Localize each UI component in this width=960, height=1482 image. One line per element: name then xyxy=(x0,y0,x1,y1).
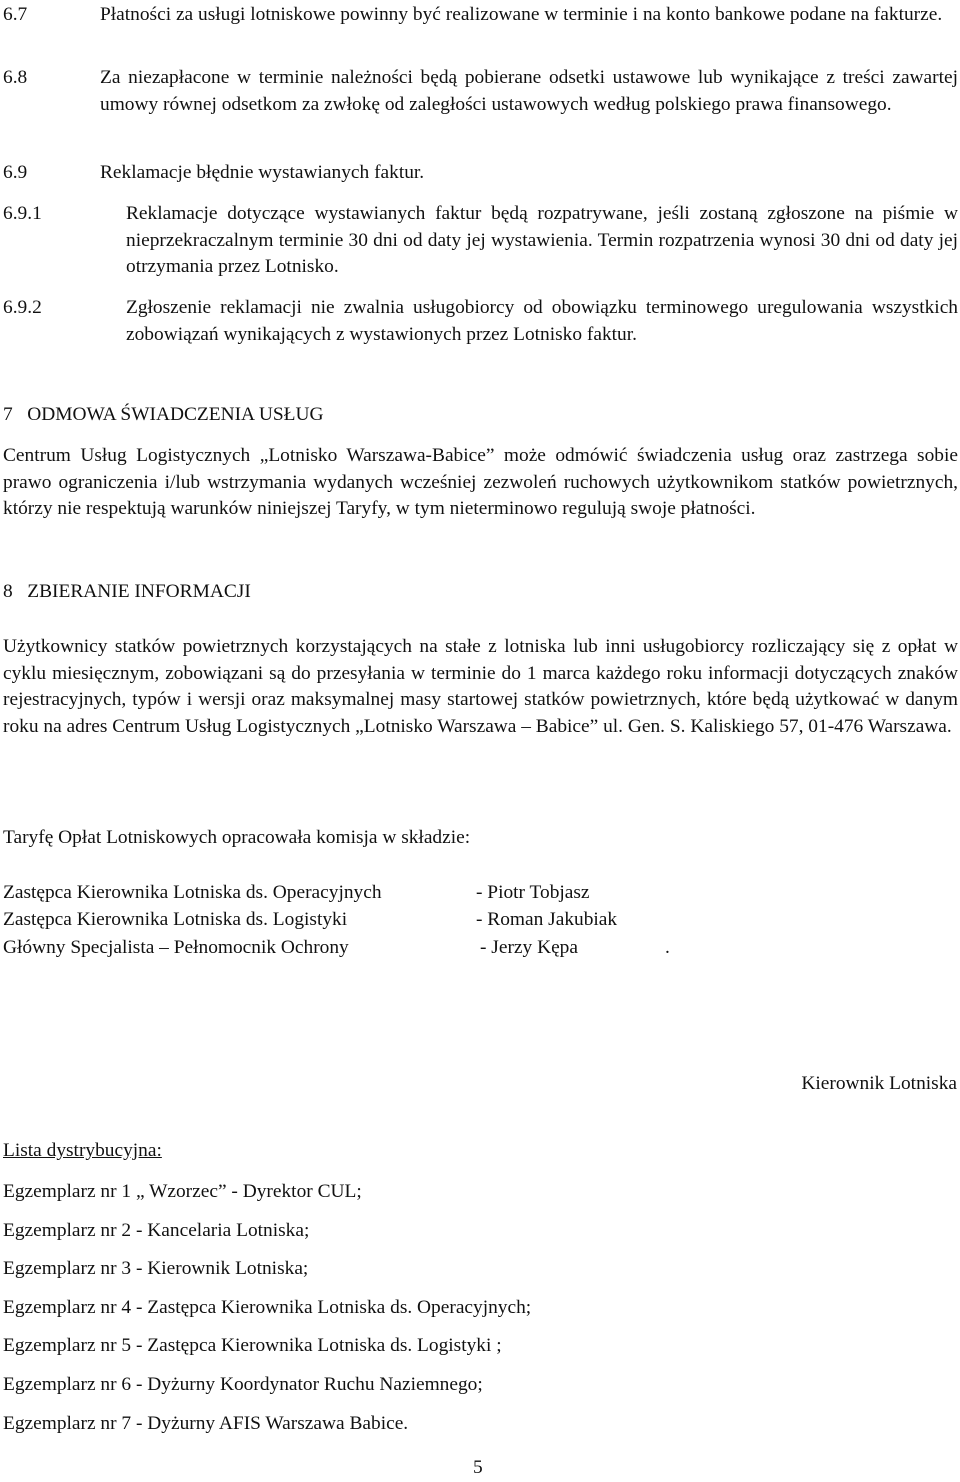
clause-number: 6.7 xyxy=(3,4,28,25)
clause-6-8 xyxy=(3,65,958,118)
clause-text: Za niezapłacone w terminie należności będą pobierane odsetki ustawowe lub wynikające z treści zawartej umowy równej odsetkom za zwłokę od zaległości ustawowych według polskiego prawa finansowego. xyxy=(100,67,958,115)
clause-number: 6.9 xyxy=(3,162,28,183)
section-7-heading: 7 ODMOWA ŚWIADCZENIA USŁUG xyxy=(3,404,324,425)
clause-text: Reklamacje dotyczące wystawianych faktur będą rozpatrywane, jeśli zostaną zgłoszone na piśmie w nieprzekraczalnym terminie 30 dni od daty jej wystawienia. Termin rozpatrzenia wynosi 30 dni od daty jej otrzymania przez Lotnisko. xyxy=(126,203,958,277)
clause-6-7 xyxy=(3,2,958,29)
clause-6-9 xyxy=(3,160,958,187)
committee-member xyxy=(3,935,349,962)
member-role: Główny Specjalista – Pełnomocnik Ochrony xyxy=(3,937,349,958)
distribution-entry: Egzemplarz nr 5 - Zastępca Kierownika Lotniska ds. Logistyki ; xyxy=(3,1335,502,1356)
member-role: Zastępca Kierownika Lotniska ds. Operacyjnych xyxy=(3,882,382,903)
member-name: - Roman Jakubiak xyxy=(476,909,618,930)
clause-6-9-1 xyxy=(3,201,958,281)
distribution-entry: Egzemplarz nr 1 „ Wzorzec” - Dyrektor CUL; xyxy=(3,1181,362,1202)
clause-text: Reklamacje błędnie wystawianych faktur. xyxy=(100,162,425,183)
clause-number: 6.9.2 xyxy=(3,297,42,318)
clause-text: Płatności za usługi lotniskowe powinny być realizowane w terminie i na konto bankowe podane na fakturze. xyxy=(100,4,943,25)
distribution-title: Lista dystrybucyjna: xyxy=(3,1140,162,1161)
distribution-entry: Egzemplarz nr 6 - Dyżurny Koordynator Ruchu Naziemnego; xyxy=(3,1374,483,1395)
member-name: - Piotr Tobjasz xyxy=(476,882,590,903)
committee-member xyxy=(3,880,382,907)
section-8-heading: 8 ZBIERANIE INFORMACJI xyxy=(3,581,251,602)
clause-6-9-2 xyxy=(3,295,958,348)
committee-intro: Taryfę Opłat Lotniskowych opracowała komisja w składzie: xyxy=(3,827,471,848)
section-7-text: Centrum Usług Logistycznych „Lotnisko Warszawa-Babice” może odmówić świadczenia usług oraz zastrzega sobie prawo ograniczenia i/lub wstrzymania wydanych wcześniej zezwoleń ruchowych użytkownikom statków powietrznych, którzy nie respektują warunków niniejszej Taryfy, w tym nieterminowo regulują swoje płatności. xyxy=(3,445,958,519)
clause-number: 6.9.1 xyxy=(3,203,42,224)
distribution-entry: Egzemplarz nr 2 - Kancelaria Lotniska; xyxy=(3,1220,310,1241)
member-trail: . xyxy=(665,937,670,958)
committee-member xyxy=(3,907,347,934)
signature: Kierownik Lotniska xyxy=(801,1073,957,1094)
clause-number: 6.8 xyxy=(3,67,28,88)
clause-text: Zgłoszenie reklamacji nie zwalnia usługobiorcy od obowiązku terminowego uregulowania wszystkich zobowiązań wynikających z wystawionych przez Lotnisko faktur. xyxy=(126,297,958,345)
member-name: - Jerzy Kępa xyxy=(480,937,578,958)
distribution-entry: Egzemplarz nr 7 - Dyżurny AFIS Warszawa Babice. xyxy=(3,1413,409,1434)
section-8-text: Użytkownicy statków powietrznych korzystających na stałe z lotniska lub inni usługobiorcy rozliczający się z opłat w cyklu miesięcznym, zobowiązani są do przesyłania w terminie do 1 marca każdego roku informacji dotyczących znaków rejestracyjnych, typów i wersji oraz maksymalnej masy startowej statków powietrznych, które będą użytkować w danym roku na adres Centrum Usług Logistycznych „Lotnisko Warszawa – Babice” ul. Gen. S. Kaliskiego 57, 01-476 Warszawa. xyxy=(3,636,958,737)
page-number: 5 xyxy=(473,1457,483,1478)
distribution-entry: Egzemplarz nr 3 - Kierownik Lotniska; xyxy=(3,1258,309,1279)
distribution-entry: Egzemplarz nr 4 - Zastępca Kierownika Lotniska ds. Operacyjnych; xyxy=(3,1297,532,1318)
member-role: Zastępca Kierownika Lotniska ds. Logistyki xyxy=(3,909,348,930)
